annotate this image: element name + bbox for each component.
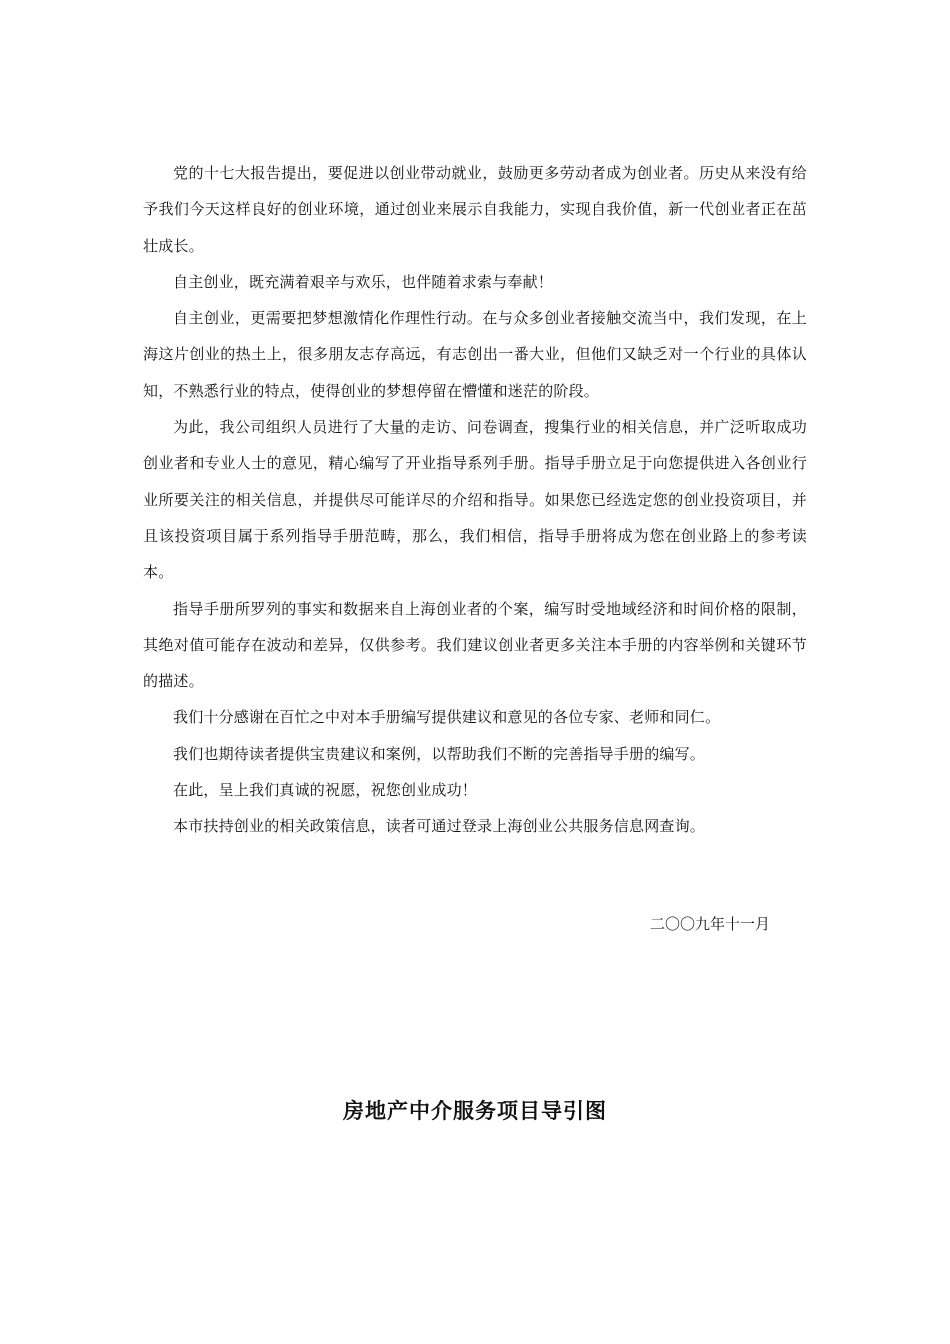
preface-paragraph-2: 自主创业，既充满着艰辛与欢乐，也伴随着求索与奉献！	[173, 272, 554, 291]
preface-paragraph-8: 在此，呈上我们真诚的祝愿，祝您创业成功！	[173, 781, 478, 800]
preface-body	[143, 155, 807, 845]
preface-date: 二〇〇九年十一月	[649, 915, 770, 933]
preface-paragraph-7: 我们也期待读者提供宝贵建议和案例，以帮助我们不断的完善指导手册的编写。	[173, 744, 706, 763]
preface-paragraph-9: 本市扶持创业的相关政策信息，读者可通过登录上海创业公共服务信息网查询。	[173, 817, 706, 836]
section-title: 房地产中介服务项目导引图	[343, 1099, 607, 1123]
preface-paragraph-4: 为此，我公司组织人员进行了大量的走访、问卷调查，搜集行业的相关信息，并广泛听取成功创业者和专业人士的意见，精心编写了开业指导系列手册。指导手册立足于向您提供进入各创业行业所要关注的相关信息，并提供尽可能详尽的介绍和指导。如果您已经选定您的创业投资项目，并且该投资项目属于系列指导手册范畴，那么，我们相信，指导手册将成为您在创业路上的参考读本。	[143, 418, 807, 582]
preface-paragraph-3: 自主创业，更需要把梦想激情化作理性行动。在与众多创业者接触交流当中，我们发现，在上海这片创业的热土上，很多朋友志存高远，有志创出一番大业，但他们又缺乏对一个行业的具体认知，不熟悉行业的特点，使得创业的梦想停留在懵懂和迷茫的阶段。	[143, 309, 807, 400]
preface-paragraph-1: 党的十七大报告提出，要促进以创业带动就业，鼓励更多劳动者成为创业者。历史从来没有给予我们今天这样良好的创业环境，通过创业来展示自我能力，实现自我价值，新一代创业者正在茁壮成长。	[143, 164, 807, 255]
preface-paragraph-6: 我们十分感谢在百忙之中对本手册编写提供建议和意见的各位专家、老师和同仁。	[173, 708, 721, 727]
preface-paragraph-5: 指导手册所罗列的事实和数据来自上海创业者的个案，编写时受地域经济和时间价格的限制，其绝对值可能存在波动和差异，仅供参考。我们建议创业者更多关注本手册的内容举例和关键环节的描述。	[143, 599, 807, 691]
